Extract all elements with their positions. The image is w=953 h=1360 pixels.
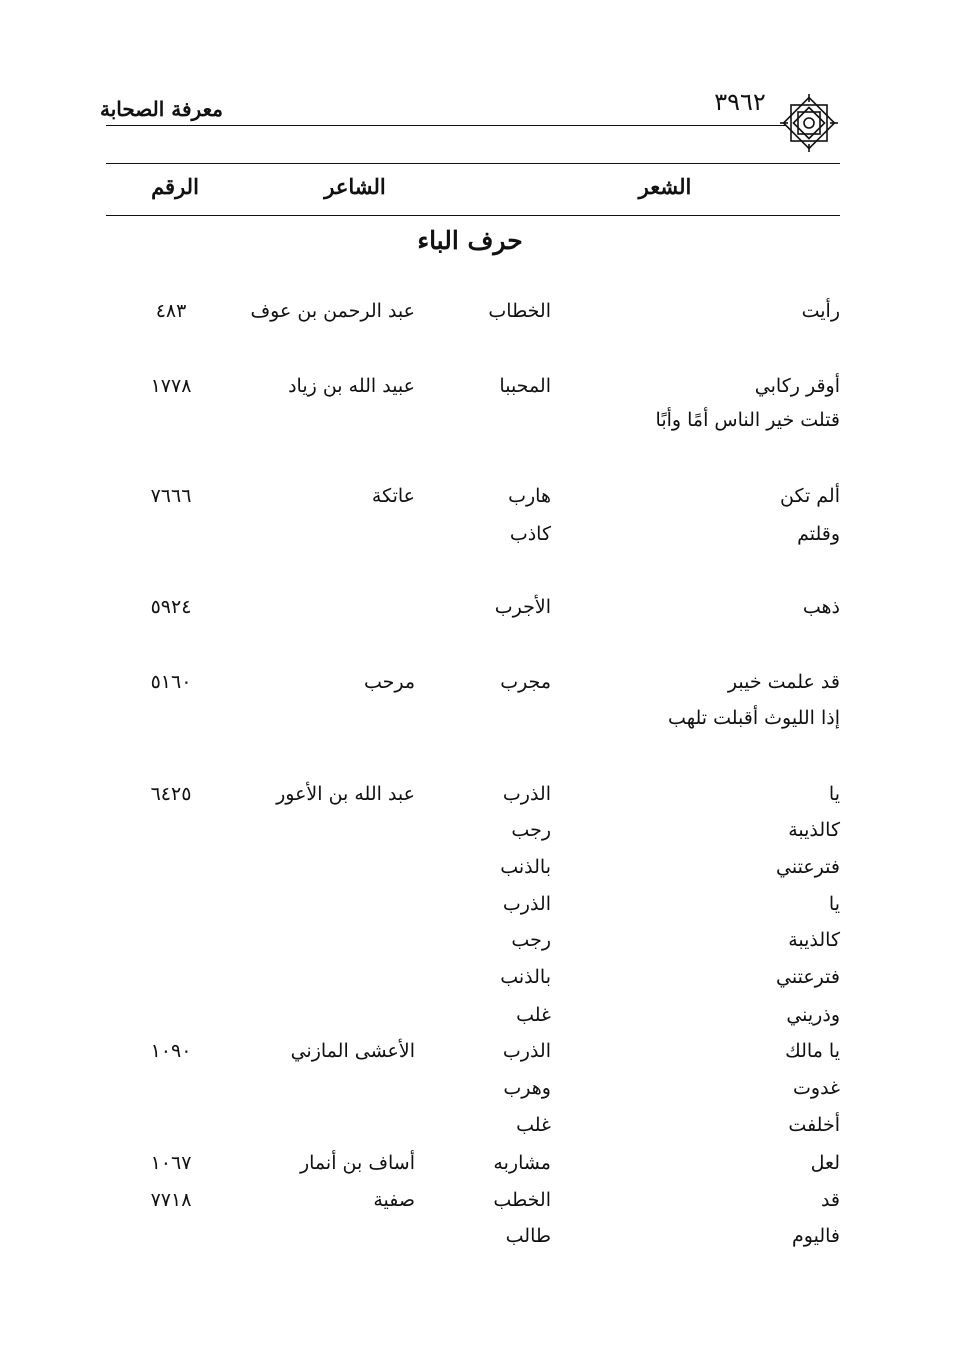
poem-cell: ألم تكن: [780, 485, 840, 507]
table-top-rule: [106, 163, 840, 164]
number-cell: ١٠٦٧: [150, 1152, 192, 1174]
poem-cell: إذا الليوث أقبلت تلهب: [668, 707, 840, 729]
rhyme-cell: غلب: [516, 1004, 551, 1026]
poem-cell: قتلت خير الناس أمًا وأبًا: [655, 409, 840, 431]
column-header-poet: الشاعر: [324, 174, 386, 199]
page-number: ٣٩٦٢: [714, 88, 766, 116]
rhyme-cell: غلب: [516, 1114, 551, 1136]
rhyme-cell: الذرب: [502, 783, 551, 805]
rhyme-cell: كاذب: [509, 523, 551, 545]
poem-cell: غدوت: [793, 1077, 840, 1099]
poet-cell: مرحب: [363, 671, 415, 693]
ornament-icon: [778, 92, 840, 154]
rhyme-cell: رجب: [511, 929, 551, 951]
rhyme-cell: الخطاب: [488, 300, 551, 322]
poem-cell: لعل: [810, 1152, 840, 1174]
number-cell: ٦٤٢٥: [150, 783, 192, 805]
poem-cell: فاليوم: [792, 1225, 840, 1247]
poem-cell: أوقر ركابي: [754, 375, 840, 397]
rhyme-cell: الخطب: [493, 1189, 551, 1211]
poem-cell: قد علمت خيبر: [727, 671, 840, 693]
rhyme-cell: بالذنب: [500, 856, 551, 878]
poet-cell: عبد الرحمن بن عوف: [250, 300, 415, 322]
rhyme-cell: مشاربه: [493, 1152, 551, 1174]
section-heading: حرف الباء: [417, 226, 523, 255]
book-title: معرفة الصحابة: [100, 97, 223, 121]
poet-cell: عاتكة: [371, 485, 415, 507]
poet-cell: عبد الله بن الأعور: [276, 783, 415, 805]
number-cell: ٧٧١٨: [150, 1189, 192, 1211]
poem-cell: أخلفت: [788, 1114, 840, 1136]
poem-cell: رأيت: [801, 300, 840, 322]
poem-cell: فترعتني: [776, 966, 840, 988]
poem-cell: يا: [828, 783, 840, 805]
rhyme-cell: هارب: [508, 485, 551, 507]
rhyme-cell: طالب: [505, 1225, 551, 1247]
poem-cell: كالذيبة: [788, 929, 840, 951]
number-cell: ٥١٦٠: [150, 671, 192, 693]
poem-cell: قد: [820, 1189, 840, 1211]
column-header-number: الرقم: [151, 174, 199, 199]
rhyme-cell: وهرب: [503, 1077, 551, 1099]
rhyme-cell: الذرب: [502, 1040, 551, 1062]
number-cell: ٤٨٣: [155, 300, 187, 322]
rhyme-cell: رجب: [511, 819, 551, 841]
header-rule: [106, 125, 786, 126]
column-header-poem: الشعر: [638, 174, 692, 199]
poet-cell: الأعشى المازني: [290, 1040, 415, 1062]
poem-cell: فترعتني: [776, 856, 840, 878]
number-cell: ٧٦٦٦: [150, 485, 192, 507]
number-cell: ١٧٧٨: [150, 375, 192, 397]
number-cell: ٥٩٢٤: [150, 596, 192, 618]
rhyme-cell: الأجرب: [494, 596, 551, 618]
poem-cell: يا مالك: [785, 1040, 840, 1062]
poet-cell: صفية: [373, 1189, 415, 1211]
rhyme-cell: الذرب: [502, 893, 551, 915]
poem-cell: وقلتم: [797, 523, 840, 545]
poet-cell: عبيد الله بن زياد: [288, 375, 415, 397]
table-header-rule: [106, 215, 840, 216]
poem-cell: كالذيبة: [788, 819, 840, 841]
poem-cell: وذريني: [786, 1004, 840, 1026]
rhyme-cell: المحببا: [499, 375, 551, 397]
poem-cell: يا: [828, 893, 840, 915]
poem-cell: ذهب: [802, 596, 840, 618]
rhyme-cell: بالذنب: [500, 966, 551, 988]
number-cell: ١٠٩٠: [150, 1040, 192, 1062]
rhyme-cell: مجرب: [500, 671, 551, 693]
poet-cell: أساف بن أنمار: [299, 1152, 415, 1174]
